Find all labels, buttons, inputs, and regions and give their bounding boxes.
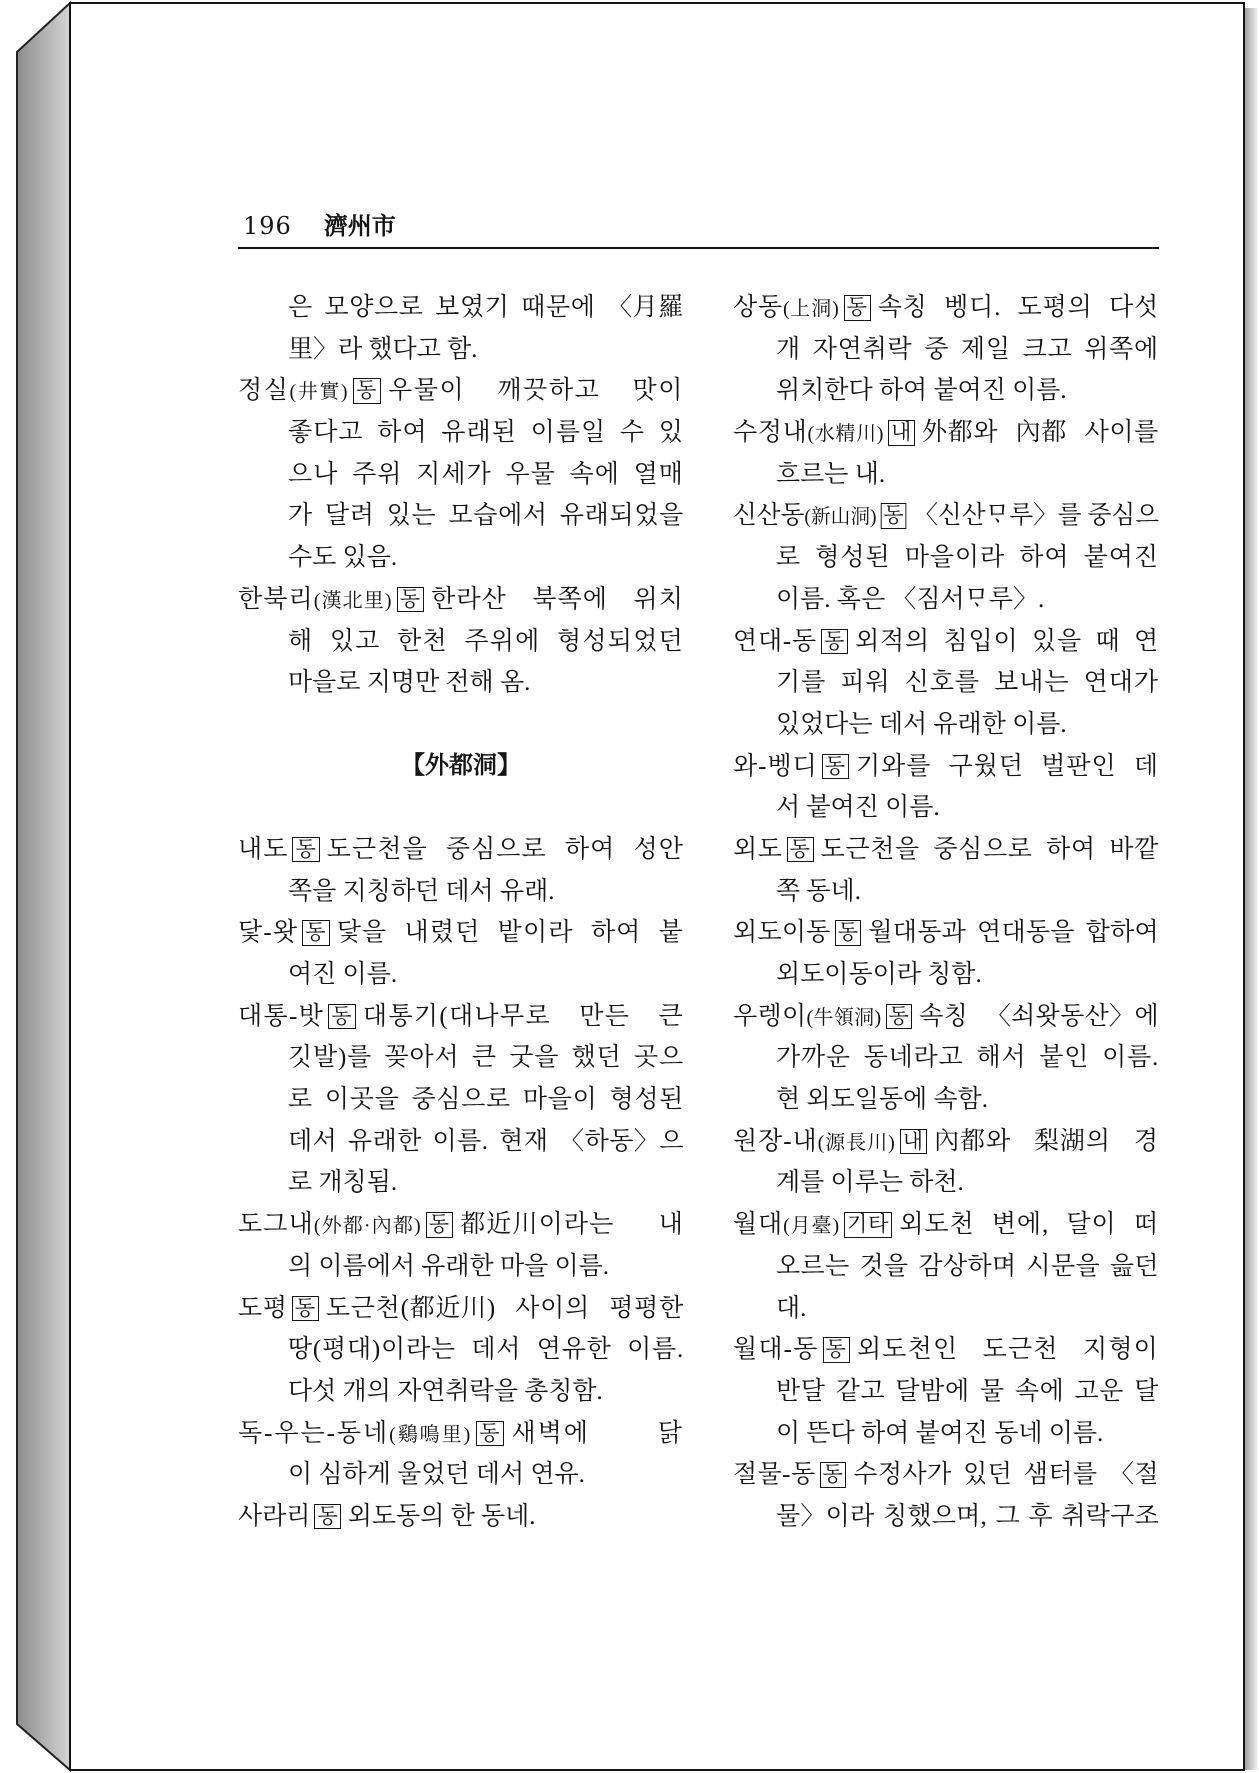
dictionary-entry xyxy=(238,579,684,704)
entry-type-tag: 동 xyxy=(787,837,814,863)
entry-text: 우물이 깨끗하고 맛이 xyxy=(388,377,684,405)
entry-hanja: (漢北里) xyxy=(313,589,393,612)
entry-text: 월대동과 연대동을 합하여 xyxy=(868,919,1159,947)
line-text: 서 붙여진 이름. xyxy=(776,794,940,822)
entry-continuation-line xyxy=(733,579,1159,621)
entry-term: 우렝이 xyxy=(733,1002,807,1030)
entry-continuation-line xyxy=(238,1371,684,1413)
line-text xyxy=(238,1204,684,1248)
line-text: 수도 있음. xyxy=(288,544,398,572)
entry-continuation-line xyxy=(733,1413,1159,1455)
entry-first-line xyxy=(733,1454,1159,1496)
dictionary-entry xyxy=(238,1413,684,1496)
entry-hanja: (源長川) xyxy=(817,1131,896,1154)
line-text: 물〉이라 칭했으며, 그 후 취락구조 xyxy=(776,1502,1159,1530)
entry-continuation-line xyxy=(238,1079,684,1121)
entry-hanja: (新山洞) xyxy=(804,506,877,529)
entry-type-tag: 동 xyxy=(314,1504,340,1530)
line-text: 땅(평대)이라는 데서 연유한 이름. xyxy=(288,1336,684,1364)
entry-first-line xyxy=(733,495,1159,537)
entry-type-tag: 동 xyxy=(353,378,381,404)
entry-term: 월대-동 xyxy=(733,1336,819,1364)
line-text xyxy=(238,1288,684,1330)
entry-first-line xyxy=(238,579,684,621)
entry-term: 월대 xyxy=(733,1211,784,1239)
entry-hanja: (外都·內都) xyxy=(313,1215,422,1238)
entry-continuation-line xyxy=(733,704,1159,746)
entry-type-tag: 동 xyxy=(397,587,424,613)
line-text xyxy=(238,370,684,414)
dictionary-entry xyxy=(733,495,1159,620)
entry-type-tag: 동 xyxy=(835,920,862,946)
entry-text: 외도천 변에, 달이 떠 xyxy=(899,1211,1159,1239)
entry-type-tag: 동 xyxy=(328,1004,356,1030)
line-text xyxy=(733,621,1159,663)
running-header xyxy=(243,206,396,246)
dictionary-entry xyxy=(238,912,684,995)
entry-first-line xyxy=(733,1121,1159,1163)
entry-text: 새벽에 닭 xyxy=(511,1419,684,1447)
entry-first-line xyxy=(238,370,684,412)
line-text: 반달 같고 달밤에 물 속에 고운 달 xyxy=(776,1377,1159,1405)
entry-hanja: (水精川) xyxy=(807,423,885,446)
entry-type-tag: 동 xyxy=(881,503,907,529)
entry-continuation-line xyxy=(733,871,1159,913)
entry-text: 외도천인 도근천 지형이 xyxy=(856,1336,1159,1364)
entry-continuation-line xyxy=(733,370,1159,412)
dictionary-entry xyxy=(733,412,1159,495)
entry-continuation-line xyxy=(238,1454,684,1496)
entry-continuation-line xyxy=(733,787,1159,829)
entry-term: 도그내 xyxy=(238,1211,314,1239)
line-text xyxy=(238,1496,536,1538)
entry-continuation-line xyxy=(238,1121,684,1163)
entry-term: 도평 xyxy=(238,1294,288,1322)
entry-continuation-line xyxy=(733,1037,1159,1079)
entry-type-tag: 동 xyxy=(822,754,849,780)
line-text: 로 형성된 마을이라 하여 붙여진 xyxy=(776,544,1159,572)
entry-type-tag: 동 xyxy=(476,1421,504,1447)
entry-term: 한북리 xyxy=(238,585,314,613)
entry-text: 속칭 〈쇠왓동산〉에 xyxy=(919,1002,1159,1030)
entry-continuation-line xyxy=(733,537,1159,579)
entry-first-line xyxy=(238,1496,684,1538)
entry-continuation-line xyxy=(238,1162,684,1204)
entry-first-line xyxy=(238,996,684,1038)
page-number: 196 xyxy=(243,212,292,240)
entry-first-line xyxy=(238,829,684,871)
line-text xyxy=(238,912,684,954)
entry-continuation-line xyxy=(238,1037,684,1079)
entry-continuation-line xyxy=(238,1329,684,1371)
line-text xyxy=(733,829,1159,871)
entry-term: 와-벵디 xyxy=(733,752,818,780)
entry-text: 속칭 벵디. 도평의 다섯 xyxy=(877,294,1159,321)
entry-text: 도근천(都近川) 사이의 평평한 xyxy=(325,1294,684,1322)
entry-term: 닻-왓 xyxy=(238,919,299,947)
line-text: 데서 유래한 이름. 현재 〈하동〉으 xyxy=(288,1127,684,1155)
line-text: 오르는 것을 감상하며 시문을 읊던 xyxy=(776,1252,1159,1280)
entry-hanja: (上洞) xyxy=(782,298,840,320)
entry-continuation-line xyxy=(733,954,1159,996)
entry-text: 外都와 內都 사이를 xyxy=(922,419,1159,447)
line-text: 여진 이름. xyxy=(288,961,398,989)
entry-first-line xyxy=(238,1288,684,1330)
line-text: 은 모양으로 보였기 때문에 〈月羅 xyxy=(288,294,684,321)
entry-first-line xyxy=(238,912,684,954)
entry-type-tag: 동 xyxy=(302,920,329,946)
entry-continuation-line xyxy=(733,1371,1159,1413)
entry-term: 상동 xyxy=(733,294,783,321)
line-text xyxy=(733,412,1159,456)
entry-text: 외적의 침입이 있을 때 연 xyxy=(855,627,1159,655)
entry-first-line xyxy=(733,912,1159,954)
header-rule xyxy=(238,247,1159,249)
entry-term: 정실 xyxy=(238,377,290,405)
entry-text: 대통기(대나무로 만든 큰 xyxy=(362,1002,684,1030)
section-heading: 【外都洞】 xyxy=(401,752,521,779)
dictionary-entry xyxy=(238,1288,684,1413)
line-text xyxy=(733,1121,1159,1165)
entry-continuation-line xyxy=(238,454,684,496)
dictionary-entry xyxy=(733,1121,1159,1204)
line-text: 로 개칭됨. xyxy=(288,1169,398,1197)
entry-first-line xyxy=(733,621,1159,663)
line-text xyxy=(733,287,1159,331)
line-text: 으나 주위 지세가 우물 속에 열매 xyxy=(288,460,684,488)
continued-entry xyxy=(238,287,684,370)
entry-type-tag: 내 xyxy=(900,1129,927,1155)
entry-term: 원장-내 xyxy=(733,1127,818,1155)
entry-continuation-line xyxy=(733,1079,1159,1121)
line-text: 마을로 지명만 전해 옴. xyxy=(288,669,531,697)
entry-text: 기와를 구웠던 벌판인 데 xyxy=(855,752,1159,780)
entry-text: 수정사가 있던 샘터를 〈절 xyxy=(853,1461,1159,1489)
entry-term: 외도이동 xyxy=(733,919,831,947)
dictionary-entry xyxy=(733,912,1159,995)
entry-term: 내도 xyxy=(238,835,289,863)
line-text: 현 외도일동에 속함. xyxy=(776,1086,988,1114)
entry-text: 외도동의 한 동네. xyxy=(347,1502,536,1530)
entry-first-line xyxy=(733,746,1159,788)
dictionary-entry xyxy=(238,996,684,1204)
dictionary-entry xyxy=(238,1496,684,1538)
entry-first-line xyxy=(733,287,1159,329)
entry-continuation-line xyxy=(238,537,684,579)
dictionary-entry xyxy=(733,621,1159,746)
line-text: 외도이동이라 칭함. xyxy=(776,961,982,988)
entry-type-tag: 동 xyxy=(292,1296,319,1322)
line-text: 흐르는 내. xyxy=(776,460,886,488)
entry-hanja: (井實) xyxy=(289,381,350,404)
line-text: 가까운 동네라고 해서 붙인 이름. xyxy=(776,1044,1159,1072)
entry-term: 외도 xyxy=(733,835,783,863)
line-text xyxy=(733,1204,1159,1248)
line-text: 다섯 개의 자연취락을 총칭함. xyxy=(288,1377,603,1405)
page-stack-edge xyxy=(17,3,70,1770)
line-text: 있었다는 데서 유래한 이름. xyxy=(776,710,1067,738)
line-text: 가 달려 있는 모습에서 유래되었을 xyxy=(288,502,684,530)
line-text xyxy=(733,1454,1159,1496)
dictionary-entry xyxy=(238,370,684,578)
entry-continuation-line xyxy=(238,1246,684,1288)
entry-continuation-line xyxy=(238,954,684,996)
entry-continuation-line xyxy=(733,1288,1159,1330)
line-text xyxy=(733,1329,1159,1371)
dictionary-entry xyxy=(238,1204,684,1287)
line-text: 기를 피워 신호를 보내는 연대가 xyxy=(776,669,1159,697)
dictionary-entry xyxy=(733,287,1159,412)
entry-hanja: (月臺) xyxy=(783,1215,840,1238)
line-text: 의 이름에서 유래한 마을 이름. xyxy=(288,1252,610,1280)
entry-first-line xyxy=(238,1204,684,1246)
entry-hanja: (鷄鳴里) xyxy=(389,1423,473,1446)
entry-term: 대통-밧 xyxy=(238,1002,325,1030)
line-text xyxy=(733,746,1159,788)
dictionary-entry xyxy=(238,829,684,912)
dictionary-entry xyxy=(733,1204,1159,1329)
entry-text: 〈신산ᄆᆞ루〉를 중심으 xyxy=(913,502,1159,530)
entry-first-line xyxy=(733,829,1159,871)
entry-text: 한라산 북쪽에 위치 xyxy=(431,585,684,613)
entry-continuation-line xyxy=(238,495,684,537)
entry-continuation-line xyxy=(733,1246,1159,1288)
entry-type-tag: 동 xyxy=(886,1004,913,1030)
line-text: 계를 이루는 하천. xyxy=(776,1169,964,1197)
entry-term: 독-우는-동네 xyxy=(238,1419,390,1447)
line-text: 쪽을 지칭하던 데서 유래. xyxy=(288,877,555,905)
line-text: 쪽 동네. xyxy=(776,877,861,905)
line-text xyxy=(733,996,1159,1040)
entry-first-line xyxy=(733,996,1159,1038)
dictionary-entry xyxy=(733,746,1159,829)
entry-continuation-line xyxy=(733,329,1159,371)
line-text xyxy=(238,996,684,1038)
line-text xyxy=(238,829,684,871)
entry-term: 신산동 xyxy=(733,502,805,530)
entry-continuation-line xyxy=(238,662,684,704)
running-title: 濟州市 xyxy=(323,214,396,240)
line-text: 이 심하게 울었던 데서 연유. xyxy=(288,1461,585,1489)
line-text xyxy=(238,579,684,623)
entry-continuation-line xyxy=(733,1162,1159,1204)
line-text: 이름. 혹은 〈짐서ᄆᆞ루〉. xyxy=(776,585,1045,613)
entry-type-tag: 기타 xyxy=(844,1212,892,1238)
entry-text: 도근천을 중심으로 하여 바깥 xyxy=(820,835,1159,863)
line-text: 해 있고 한천 주위에 형성되었던 xyxy=(288,627,684,655)
line-text: 좋다고 하여 유래된 이름일 수 있 xyxy=(288,419,684,447)
entry-continuation-line xyxy=(733,1496,1159,1538)
entry-text: 內都와 梨湖의 경 xyxy=(934,1127,1159,1155)
dictionary-entry xyxy=(733,1454,1159,1537)
entry-type-tag: 동 xyxy=(292,837,319,863)
entry-type-tag: 동 xyxy=(844,295,871,321)
right-edge-shadow xyxy=(1244,8,1258,1770)
entry-first-line xyxy=(733,1204,1159,1246)
entry-first-line xyxy=(733,1329,1159,1371)
line-text: 위치한다 하여 붙여진 이름. xyxy=(776,377,1067,405)
line-text: 개 자연취락 중 제일 크고 위쪽에 xyxy=(776,335,1159,363)
entry-hanja: (牛領洞) xyxy=(806,1006,882,1029)
line-text: 이 뜬다 하여 붙여진 동네 이름. xyxy=(776,1419,1104,1447)
right-column xyxy=(733,287,1159,1538)
entry-type-tag: 동 xyxy=(823,1337,850,1363)
entry-text: 都近川이라는 내 xyxy=(460,1211,684,1239)
entry-type-tag: 동 xyxy=(820,1462,847,1488)
dictionary-entry xyxy=(733,996,1159,1121)
entry-continuation-line xyxy=(733,454,1159,496)
entry-continuation-line xyxy=(238,287,684,329)
entry-first-line xyxy=(733,412,1159,454)
entry-term: 사라리 xyxy=(238,1502,311,1530)
line-text: 로 이곳을 중심으로 마을이 형성된 xyxy=(288,1086,684,1114)
line-text: 里〉라 했다고 함. xyxy=(288,335,478,363)
entry-type-tag: 내 xyxy=(888,420,915,446)
line-text xyxy=(238,1413,684,1457)
entry-text: 닻을 내렸던 밭이라 하여 붙 xyxy=(336,919,684,947)
entry-first-line xyxy=(238,1413,684,1455)
entry-term: 절물-동 xyxy=(733,1461,816,1489)
line-text: 대. xyxy=(776,1294,807,1322)
line-text: 깃발)를 꽂아서 큰 굿을 했던 곳으 xyxy=(288,1044,684,1072)
left-column xyxy=(238,287,684,1538)
entry-type-tag: 동 xyxy=(821,629,848,655)
entry-term: 연대-동 xyxy=(733,627,817,655)
entry-term: 수정내 xyxy=(733,419,808,447)
entry-continuation-line xyxy=(733,662,1159,704)
line-text xyxy=(733,495,1159,539)
entry-type-tag: 동 xyxy=(426,1212,453,1238)
dictionary-entry xyxy=(733,1329,1159,1454)
entry-continuation-line xyxy=(238,329,684,371)
entry-continuation-line xyxy=(238,412,684,454)
entry-continuation-line xyxy=(238,871,684,913)
dictionary-entry xyxy=(733,829,1159,912)
line-text xyxy=(733,912,1159,954)
entry-text: 도근천을 중심으로 하여 성안 xyxy=(326,835,684,863)
entry-continuation-line xyxy=(238,621,684,663)
